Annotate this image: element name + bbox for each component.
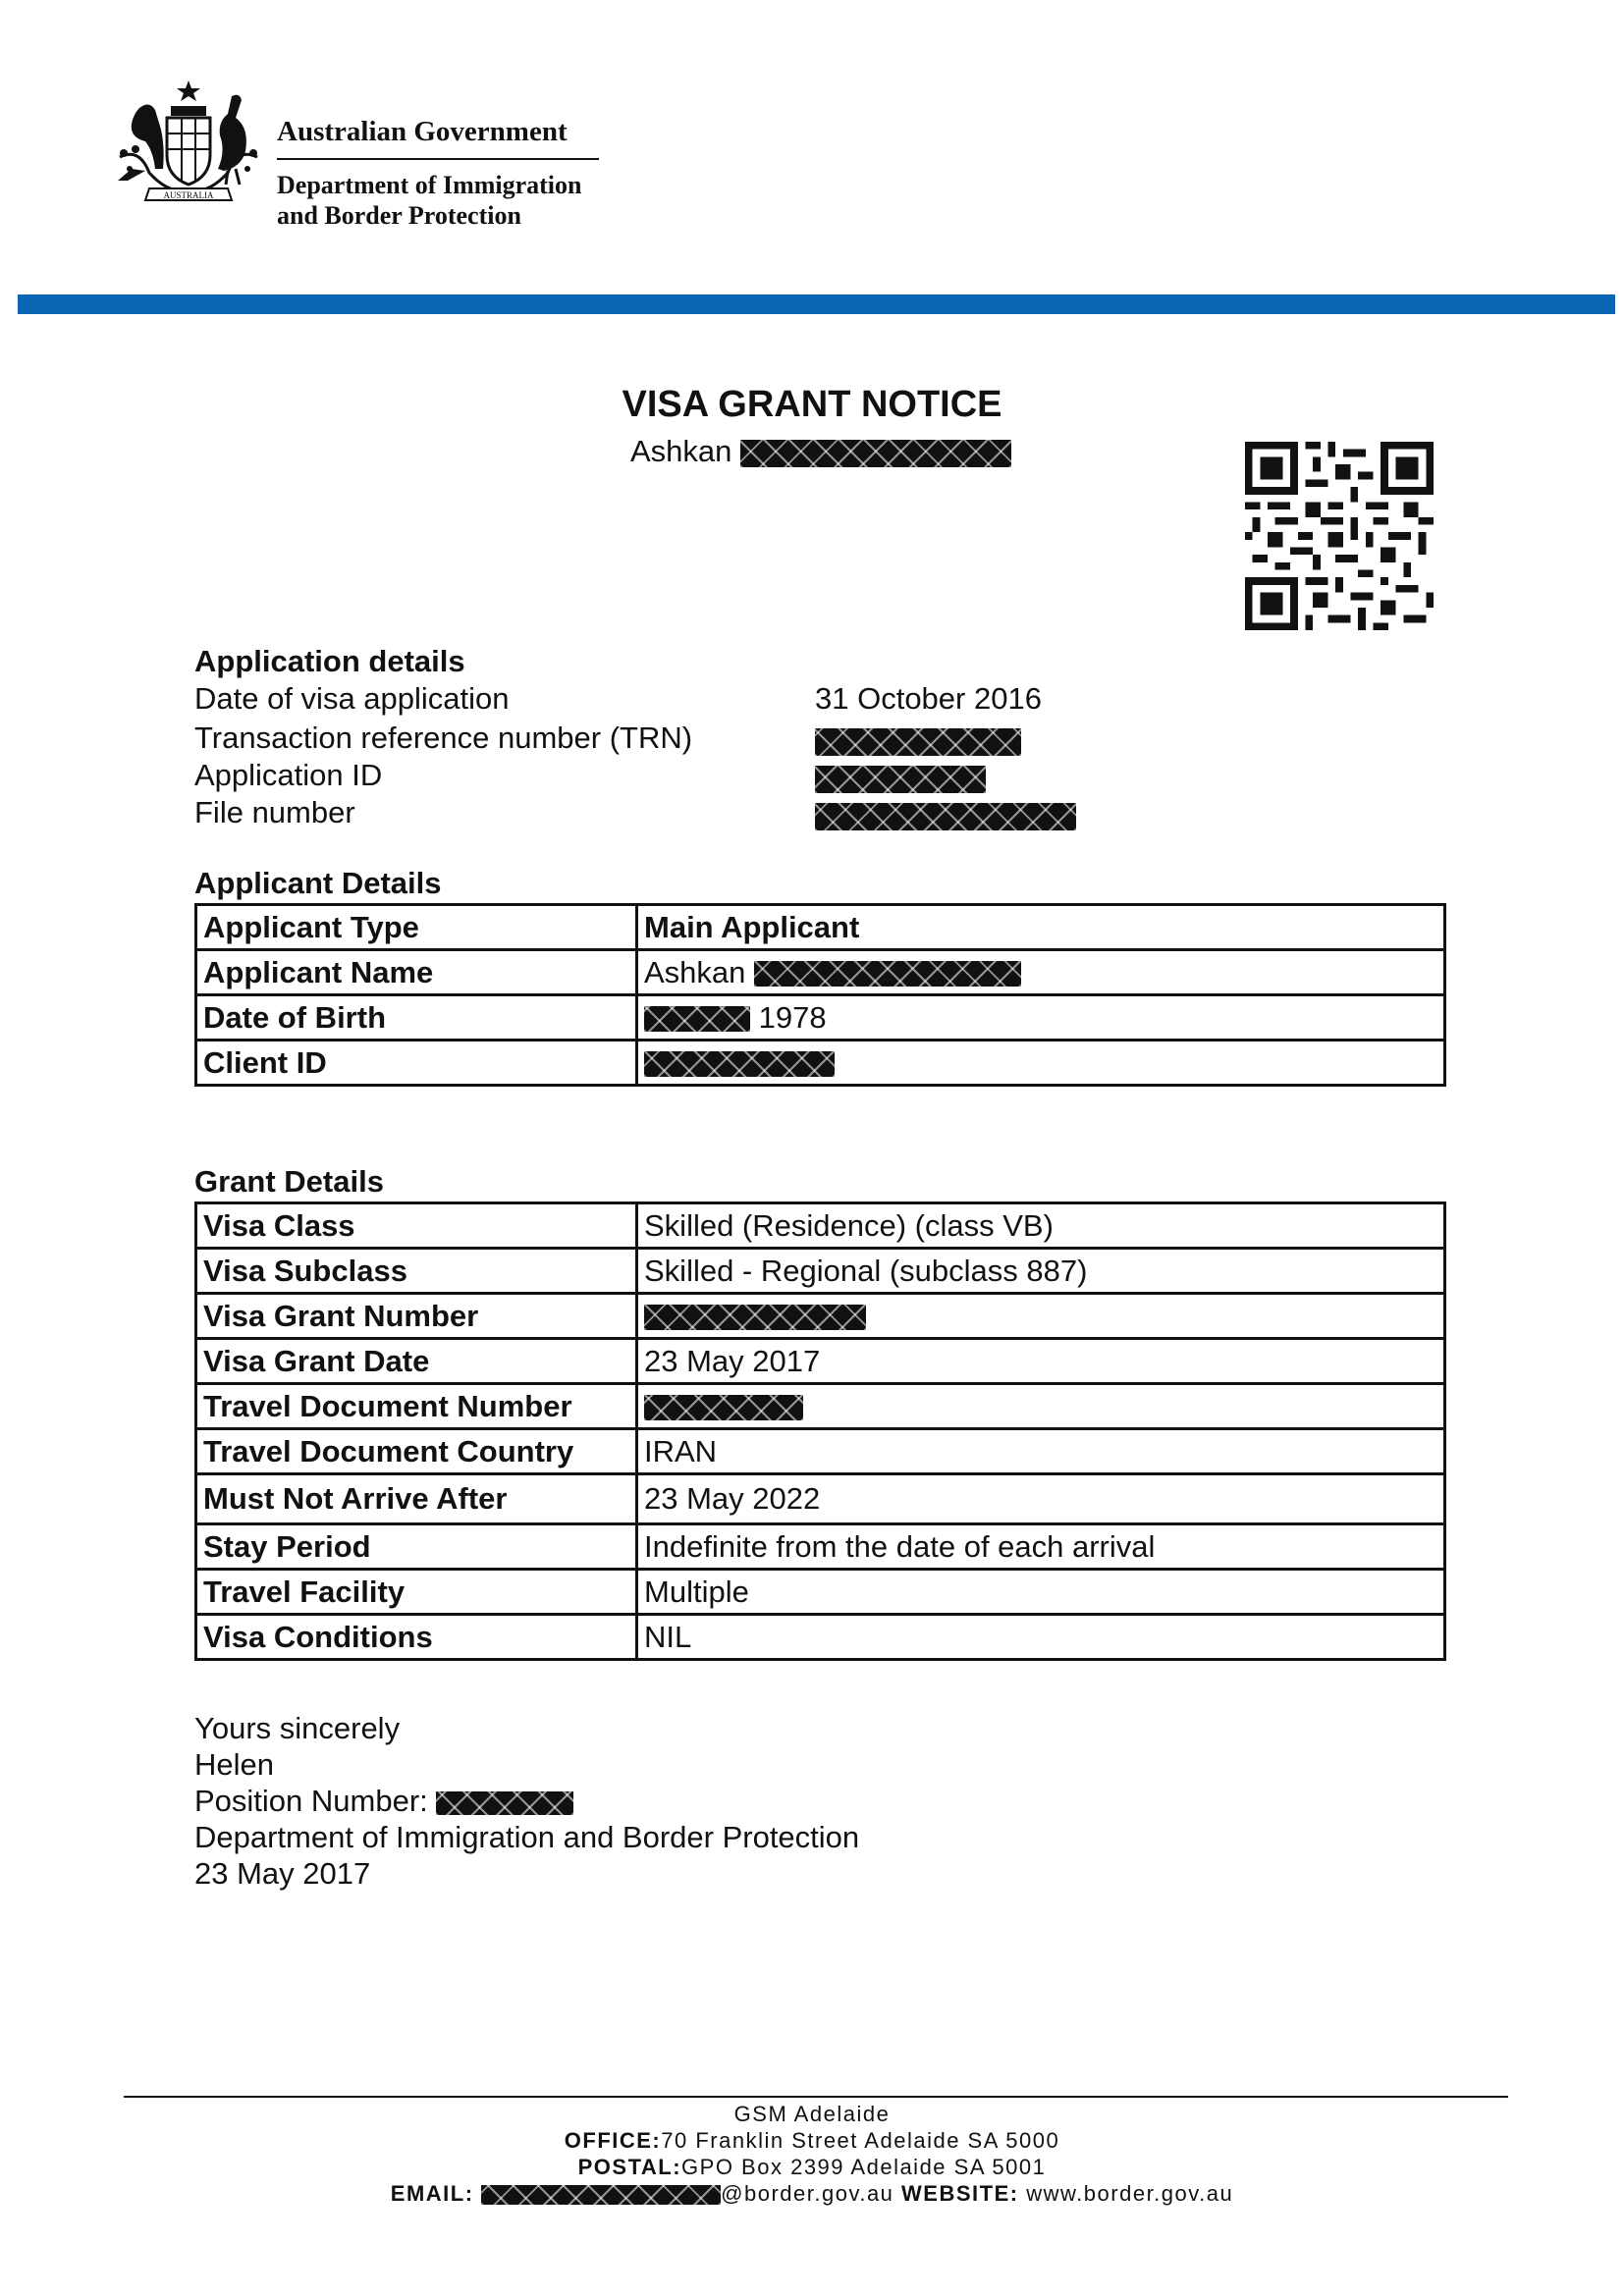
redacted-birth-day-month (644, 1006, 750, 1032)
application-label-date: Date of visa application (194, 681, 510, 716)
signatory-department: Department of Immigration and Border Protection (194, 1820, 860, 1854)
position-number-line (194, 1783, 859, 1819)
signature-date: 23 May 2017 (194, 1856, 371, 1891)
must-not-arrive-after-value: 23 May 2022 (637, 1474, 1445, 1524)
visa-class-value: Skilled (Residence) (class VB) (637, 1203, 1445, 1249)
table-row (196, 1429, 1445, 1474)
crest-scroll-text: AUSTRALIA (163, 190, 214, 200)
position-number-label: Position Number: (194, 1784, 428, 1818)
department-line-1: Department of Immigration (277, 171, 582, 199)
grant-details-heading: Grant Details (194, 1164, 384, 1199)
applicant-type-label: Applicant Type (196, 905, 637, 950)
header-blue-bar (18, 294, 1615, 314)
table-row (196, 950, 1445, 995)
visa-subclass-value: Skilled - Regional (subclass 887) (637, 1249, 1445, 1294)
visa-conditions-label: Visa Conditions (196, 1615, 637, 1660)
client-id-cell (637, 1041, 1445, 1086)
table-row (196, 1384, 1445, 1429)
applicant-name-label: Applicant Name (196, 950, 637, 995)
visa-grant-number-label: Visa Grant Number (196, 1294, 637, 1339)
table-row (196, 1339, 1445, 1384)
redacted-surname (740, 440, 1011, 467)
applicant-details-table (194, 903, 1446, 1087)
application-value-date: 31 October 2016 (815, 681, 1042, 716)
table-row (196, 1294, 1445, 1339)
footer-postal-label: POSTAL: (577, 2155, 682, 2179)
date-of-birth-year: 1978 (758, 999, 827, 1035)
footer-postal-line (0, 2154, 1624, 2180)
redacted-trn (815, 728, 1021, 756)
table-row (196, 1615, 1445, 1660)
closing-line: Yours sincerely (194, 1711, 401, 1745)
visa-grant-number-cell (637, 1294, 1445, 1339)
table-row (196, 1249, 1445, 1294)
redacted-application-id (815, 766, 986, 793)
signature-block (194, 1710, 859, 1892)
travel-facility-value: Multiple (637, 1570, 1445, 1615)
grant-details-table (194, 1201, 1446, 1661)
redacted-position-number (436, 1791, 573, 1815)
visa-grant-date-value: 23 May 2017 (637, 1339, 1445, 1384)
qr-code (1245, 442, 1434, 630)
table-row (196, 1524, 1445, 1570)
redacted-file-number (815, 803, 1076, 830)
branding-divider (277, 158, 599, 160)
redacted-visa-grant-number (644, 1305, 866, 1330)
footer-office-label: OFFICE: (564, 2128, 662, 2153)
table-row (196, 905, 1445, 950)
department-line-2: and Border Protection (277, 201, 521, 230)
applicant-name-cell (637, 950, 1445, 995)
redacted-travel-document-number (644, 1395, 803, 1420)
notice-title: VISA GRANT NOTICE (622, 384, 1002, 425)
applicant-details-heading: Applicant Details (194, 866, 442, 900)
government-name: Australian Government (277, 116, 568, 147)
application-label-trn: Transaction reference number (TRN) (194, 721, 693, 755)
footer-website-label: WEBSITE: (901, 2181, 1019, 2206)
travel-facility-label: Travel Facility (196, 1570, 637, 1615)
date-of-birth-label: Date of Birth (196, 995, 637, 1041)
client-id-label: Client ID (196, 1041, 637, 1086)
visa-subclass-label: Visa Subclass (196, 1249, 637, 1294)
recipient-name (630, 434, 1011, 469)
government-branding (277, 116, 599, 231)
table-row (196, 1570, 1445, 1615)
application-details-heading: Application details (194, 644, 465, 678)
visa-grant-date-label: Visa Grant Date (196, 1339, 637, 1384)
travel-document-country-value: IRAN (637, 1429, 1445, 1474)
visa-conditions-value: NIL (637, 1615, 1445, 1660)
date-of-birth-cell (637, 995, 1445, 1041)
redacted-client-id (644, 1051, 835, 1077)
application-label-file: File number (194, 795, 355, 829)
footer-contact-line (0, 2180, 1624, 2207)
must-not-arrive-after-label: Must Not Arrive After (196, 1474, 637, 1524)
table-row (196, 995, 1445, 1041)
table-row (196, 1203, 1445, 1249)
travel-document-number-cell (637, 1384, 1445, 1429)
stay-period-value: Indefinite from the date of each arrival (637, 1524, 1445, 1570)
footer-office-name: GSM Adelaide (733, 2102, 891, 2126)
travel-document-number-label: Travel Document Number (196, 1384, 637, 1429)
applicant-type-value: Main Applicant (637, 905, 1445, 950)
redacted-email-user (481, 2185, 721, 2205)
table-row (196, 1041, 1445, 1086)
stay-period-label: Stay Period (196, 1524, 637, 1570)
footer-divider (124, 2096, 1508, 2098)
footer (0, 2101, 1624, 2207)
redacted-applicant-surname (754, 961, 1021, 987)
footer-postal-address: GPO Box 2399 Adelaide SA 5001 (681, 2155, 1047, 2179)
table-row (196, 1474, 1445, 1524)
application-label-id: Application ID (194, 758, 383, 792)
coat-of-arms-logo (110, 79, 267, 206)
footer-email-label: EMAIL: (390, 2181, 474, 2206)
footer-office-line (0, 2127, 1624, 2154)
applicant-name-value: Ashkan (644, 954, 746, 989)
visa-class-label: Visa Class (196, 1203, 637, 1249)
footer-website[interactable]: www.border.gov.au (1026, 2181, 1234, 2206)
recipient-first-name: Ashkan (630, 434, 732, 468)
footer-office-address: 70 Franklin Street Adelaide SA 5000 (661, 2128, 1060, 2153)
footer-email-domain: @border.gov.au (721, 2181, 894, 2206)
travel-document-country-label: Travel Document Country (196, 1429, 637, 1474)
signatory-name: Helen (194, 1747, 274, 1782)
